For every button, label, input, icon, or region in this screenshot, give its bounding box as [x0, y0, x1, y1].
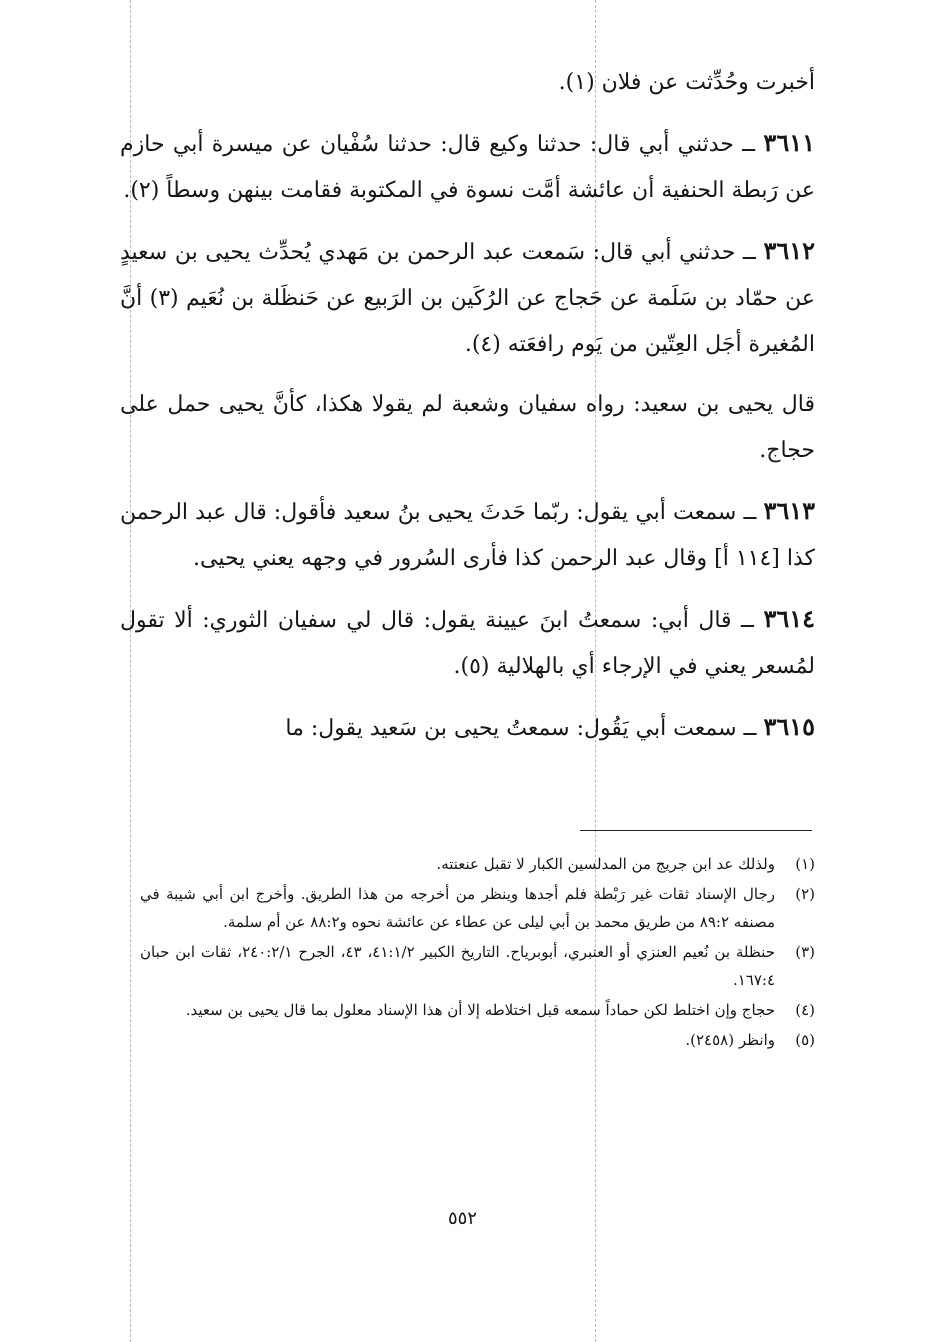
hadith-3615 — [120, 704, 815, 752]
paragraph-text: ــ حدثني أبي قال: سَمعت عبد الرحمن بن مَهدي يُحدِّث يحيى بن سعيدٍ عن حمّاد بن سَلَمة عن حَجاج عن الرُكَين بن الرَبيع عن حَنظَلة بن نُعَيم (٣) أنَّ المُغيرة أجَل العِتّين من يَوم رافعَته (٤). — [120, 240, 815, 357]
footnote-5 — [140, 1026, 815, 1054]
footnote-text: حجاج وإن اختلط لكن حماداً سمعه قبل اختلاطه إلا أن هذا الإسناد معلول بما قال يحيى بن سعيد. — [185, 1001, 775, 1019]
hadith-3611 — [120, 120, 815, 214]
main-text — [120, 60, 815, 766]
footnotes — [140, 850, 815, 1056]
footnote-text: حنظلة بن نُعيم العنزي أو العنبري، أبوبرياح. التاريخ الكبير ٤١:١/٢، ٤٣، الجرح ٢٤٠:٢/١، ثقات ابن حبان ١٦٧:٤. — [140, 943, 775, 989]
page-number: ٥٥٢ — [447, 1208, 477, 1229]
hadith-3613 — [120, 488, 815, 582]
footnote-mark: (٣) — [795, 943, 815, 961]
hadith-number: ٣٦١٣ — [763, 496, 815, 525]
paragraph-text: ــ سمعت أبي يقول: ربّما حَدثَ يحيى بنُ سعيد فأقول: قال عبد الرحمن كذا [١١٤ أ] وقال عبد الرحمن كذا فأرى السُرور في وجهه يعني يحيى. — [120, 500, 815, 571]
hadith-3612 — [120, 228, 815, 368]
hadith-number: ٣٦١٥ — [763, 712, 815, 741]
footnote-4 — [140, 996, 815, 1024]
paragraph-text: ــ سمعت أبي يَقُول: سمعتُ يحيى بن سَعيد يقول: ما — [285, 716, 757, 741]
footnote-3 — [140, 938, 815, 994]
hadith-3614 — [120, 596, 815, 690]
footnote-text: رجال الإسناد ثقات غير رَبْطة فلم أجدها وينظر من أخرجه من هذا الطريق. وأخرج ابن أبي شيبة في مصنفه ٨٩:٢ من طريق محمد بن أبي ليلى عن عطاء عن عائشة نحوه و٨٨:٢ عن أم سلمة. — [140, 885, 775, 931]
paragraph-text: أخبرت وحُدِّثت عن فلان (١). — [558, 70, 815, 95]
footnote-text: وانظر (٢٤٥٨). — [685, 1031, 775, 1049]
footnote-mark: (٥) — [795, 1031, 815, 1049]
footnote-mark: (٤) — [795, 1001, 815, 1019]
hadith-number: ٣٦١١ — [763, 128, 815, 157]
footnote-divider — [580, 830, 812, 831]
footnote-mark: (٢) — [795, 885, 815, 903]
footnote-mark: (١) — [795, 855, 815, 873]
footnote-1 — [140, 850, 815, 878]
hadith-number: ٣٦١٢ — [763, 236, 815, 265]
footnote-2 — [140, 880, 815, 936]
paragraph-text: ــ قال أبي: سمعتُ ابنَ عيينة يقول: قال لي سفيان الثوري: ألا تقول لمُسعر يعني في الإرجاء أي بالهلالية (٥). — [120, 608, 815, 679]
hadith-number: ٣٦١٤ — [763, 604, 816, 633]
paragraph-intro — [120, 60, 815, 106]
footnote-text: ولذلك عد ابن جريج من المدلسين الكبار لا تقبل عنعنته. — [436, 855, 775, 873]
paragraph-text: قال يحيى بن سعيد: رواه سفيان وشعبة لم يقولا هكذا، كأنَّ يحيى حمل على حجاج. — [120, 392, 815, 463]
paragraph-text: ــ حدثني أبي قال: حدثنا وكيع قال: حدثنا سُفْيان عن ميسرة أبي حازم عن رَبطة الحنفية أن عائشة أمَّت نسوة في المكتوبة فقامت بينهن وسطاً (٢). — [120, 132, 815, 203]
hadith-3612-comment — [120, 382, 815, 474]
